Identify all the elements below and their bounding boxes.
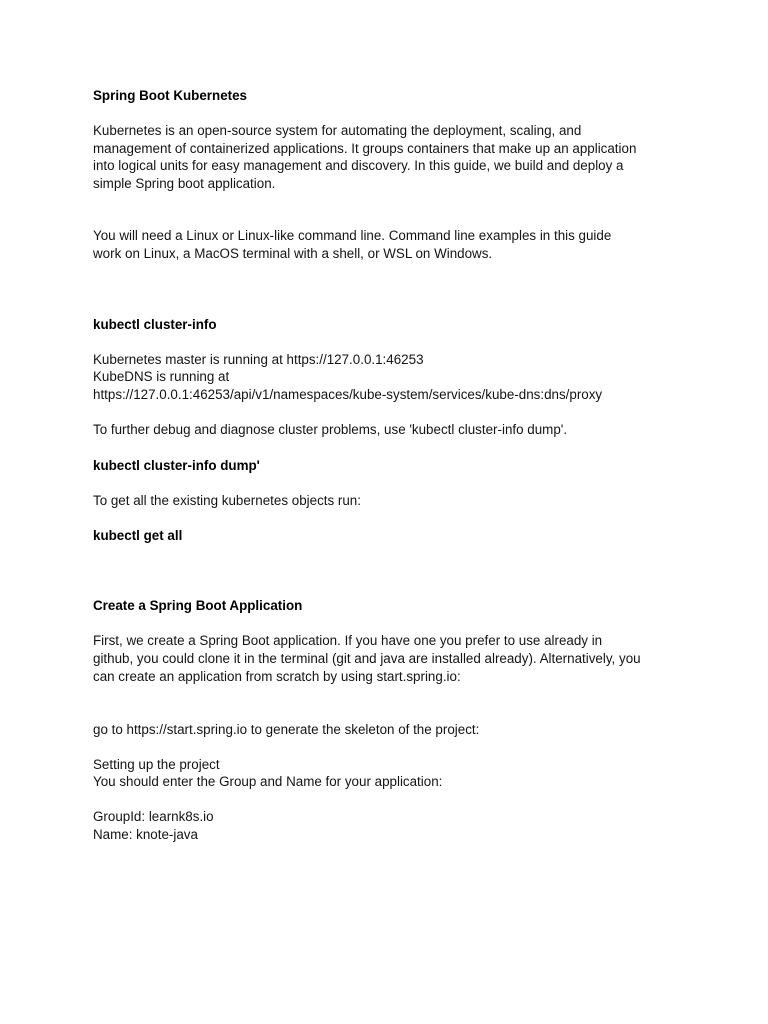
cluster-output-line-2: KubeDNS is running at: [93, 369, 230, 384]
command-cluster-info-dump: kubectl cluster-info dump': [93, 458, 260, 473]
prereq-line-2: work on Linux, a MacOS terminal with a shell, or WSL on Windows.: [93, 246, 493, 261]
debug-text: To further debug and diagnose cluster problems, use 'kubectl cluster-info dump'.: [93, 422, 568, 437]
group-id-line: GroupId: learnk8s.io: [93, 809, 214, 824]
get-all-text: To get all the existing kubernetes objects run:: [93, 493, 361, 508]
cluster-output-line-3: https://127.0.0.1:46253/api/v1/namespaces/kube-system/services/kube-dns:dns/proxy: [93, 387, 603, 402]
cluster-output-line-1: Kubernetes master is running at https://127.0.0.1:46253: [93, 352, 424, 367]
setup-line-2: You should enter the Group and Name for your application:: [93, 774, 443, 789]
project-name-line: Name: knote-java: [93, 827, 198, 842]
create-line-2: github, you could clone it in the terminal (git and java are installed already). Alternatively, you: [93, 651, 641, 666]
intro-line-3: into logical units for easy management and discovery. In this guide, we build and deploy a: [93, 158, 624, 173]
prereq-line-1: You will need a Linux or Linux-like command line. Command line examples in this guide: [93, 228, 612, 243]
document-title: Spring Boot Kubernetes: [93, 88, 247, 103]
intro-line-2: management of containerized applications. It groups containers that make up an application: [93, 141, 637, 156]
create-line-1: First, we create a Spring Boot application. If you have one you prefer to use already in: [93, 633, 603, 648]
create-line-3: can create an application from scratch by using start.spring.io:: [93, 669, 461, 684]
command-get-all: kubectl get all: [93, 528, 183, 543]
setup-line-1: Setting up the project: [93, 757, 220, 772]
section-heading: Create a Spring Boot Application: [93, 598, 303, 613]
intro-line-1: Kubernetes is an open-source system for automating the deployment, scaling, and: [93, 123, 582, 138]
goto-text: go to https://start.spring.io to generate the skeleton of the project:: [93, 722, 480, 737]
intro-line-4: simple Spring boot application.: [93, 176, 276, 191]
command-cluster-info: kubectl cluster-info: [93, 317, 217, 332]
